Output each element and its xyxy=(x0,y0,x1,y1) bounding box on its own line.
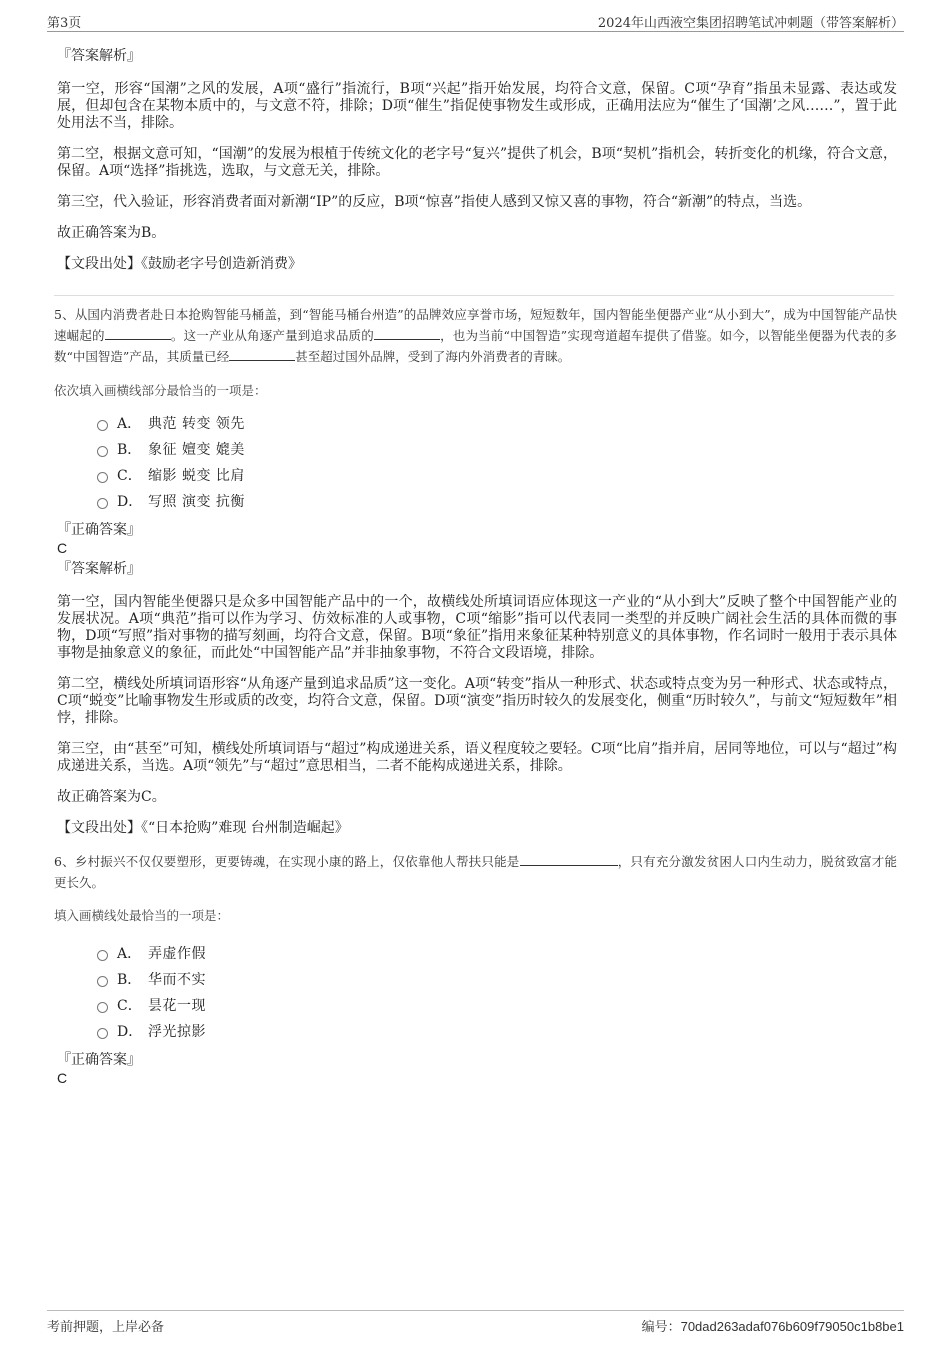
radio-icon[interactable] xyxy=(97,950,108,961)
analysis-paragraph: 第三空，由“甚至”可知，横线处所填词语与“超过”构成递进关系，语义程度较之要轻。C项“比肩”指并肩，居同等地位，可以与“超过”构成递进关系，当选。A项“领先”与“超过”意思相当，二者不能构成递进关系，排除。 xyxy=(57,741,897,774)
option-a[interactable]: A． 弄虚作假 xyxy=(97,940,897,966)
option-b[interactable]: B． 华而不实 xyxy=(97,966,897,992)
analysis-paragraph: 第二空，根据文意可知，“国潮”的发展为根植于传统文化的老字号“复兴”提供了机会，B项“契机”指机会，转折变化的机缘，符合文意，保留。A项“选择”指挑选，选取，与文意无关，排除。 xyxy=(57,146,897,179)
fill-blank xyxy=(105,328,171,340)
analysis-paragraph: 第二空，横线处所填词语形容“从角逐产量到追求品质”这一变化。A项“转变”指从一种形式、状态或特点变为另一种形式、状态或特点，C项“蜕变”比喻事物发生形或质的改变，均符合文意，保留。D项“演变”指历时较久的发展变化，侧重“历时较久”，与前文“短短数年”相悖，排除。 xyxy=(57,676,897,726)
footer-slogan: 考前押题，上岸必备 xyxy=(47,1320,165,1335)
correct-answer-label: 『正确答案』 xyxy=(57,1052,141,1068)
option-d[interactable]: D． 写照 演变 抗衡 xyxy=(97,488,897,514)
radio-icon[interactable] xyxy=(97,498,108,509)
source-citation: 【文段出处】《“日本抢购”难现 台州制造崛起》 xyxy=(57,820,349,836)
analysis-paragraph: 第三空，代入验证，形容消费者面对新潮“IP”的反应，B项“惊喜”指使人感到又惊又喜的事物，符合“新潮”的特点，当选。 xyxy=(57,194,812,210)
question-5-stem: 5、从国内消费者赴日本抢购智能马桶盖，到“智能马桶台州造”的品牌效应享誉市场，短短数年，国内智能坐便器产业“从小到大”，成为中国智能产品快速崛起的 。这一产业从角逐产量到追求品质的 ，也为当前“中国智造”实现弯道超车提供了借鉴。如今，以智能坐便器为代表的多数“中国智造”产品，其质量已经 甚至超过国外品牌，受到了海内外消费者的青睐。 xyxy=(54,307,897,364)
correct-answer: C xyxy=(57,1070,68,1086)
analysis-paragraph: 第一空，国内智能坐便器只是众多中国智能产品中的一个，故横线处所填词语应体现这一产业的“从小到大”反映了整个中国智能产业的发展状况。A项“典范”指可以作为学习、仿效标准的人或事物，C项“缩影”指可以代表同一类型的并反映广阔社会生活的具体而微的事物，D项“写照”指对事物的描写刻画，均符合文意，保留。B项“象征”指用来象征某种特别意义的具体事物，作名词时一般用于表示具体事物是抽象意义的象征，而此处“中国智能产品”并非抽象事物，不符合文段语境，排除。 xyxy=(57,594,897,661)
conclusion: 故正确答案为B。 xyxy=(57,225,166,241)
question-divider xyxy=(54,295,894,296)
question-6-stem: 6、乡村振兴不仅仅要塑形，更要铸魂，在实现小康的路上，仅依靠他人帮扶只能是 ，只有充分激发贫困人口内生动力，脱贫致富才能更长久。 xyxy=(54,854,897,890)
document-title: 2024年山西液空集团招聘笔试冲刺题（带答案解析） xyxy=(597,16,904,31)
document-code: 编号：70dad263adaf076b609f79050c1b8be1 xyxy=(641,1319,904,1335)
analysis-label: 『答案解析』 xyxy=(57,48,141,64)
option-d[interactable]: D． 浮光掠影 xyxy=(97,1018,897,1044)
radio-icon[interactable] xyxy=(97,1002,108,1013)
question-instruction: 依次填入画横线部分最恰当的一项是： xyxy=(54,383,267,398)
option-c[interactable]: C． 昙花一现 xyxy=(97,992,897,1018)
correct-answer: C xyxy=(57,540,68,556)
option-b[interactable]: B． 象征 嬗变 媲美 xyxy=(97,436,897,462)
conclusion: 故正确答案为C。 xyxy=(57,789,166,805)
radio-icon[interactable] xyxy=(97,472,108,483)
page-content xyxy=(54,46,897,1086)
page-header xyxy=(47,10,904,32)
fill-blank xyxy=(520,854,618,866)
question-instruction: 填入画横线处最恰当的一项是： xyxy=(54,908,230,923)
fill-blank xyxy=(229,349,295,361)
correct-answer-label: 『正确答案』 xyxy=(57,522,141,538)
option-c[interactable]: C． 缩影 蜕变 比肩 xyxy=(97,462,897,488)
radio-icon[interactable] xyxy=(97,1028,108,1039)
analysis-label: 『答案解析』 xyxy=(57,561,141,577)
option-a[interactable]: A． 典范 转变 领先 xyxy=(97,410,897,436)
source-citation: 【文段出处】《鼓励老字号创造新消费》 xyxy=(57,256,302,272)
page-number: 第3页 xyxy=(47,16,82,31)
page-footer xyxy=(47,1310,904,1338)
radio-icon[interactable] xyxy=(97,420,108,431)
question-6-options xyxy=(97,940,897,1044)
question-5-options xyxy=(97,410,897,514)
fill-blank xyxy=(374,328,440,340)
radio-icon[interactable] xyxy=(97,976,108,987)
radio-icon[interactable] xyxy=(97,446,108,457)
analysis-paragraph: 第一空，形容“国潮”之风的发展，A项“盛行”指流行，B项“兴起”指开始发展，均符合文意，保留。C项“孕育”指虽未显露、表达或发展，但却包含在某物本质中的，与文意不符，排除；D项“催生”指促使事物发生或形成，正确用法应为“催生了‘国潮’之风……”，置于此处用法不当，排除。 xyxy=(57,81,897,131)
